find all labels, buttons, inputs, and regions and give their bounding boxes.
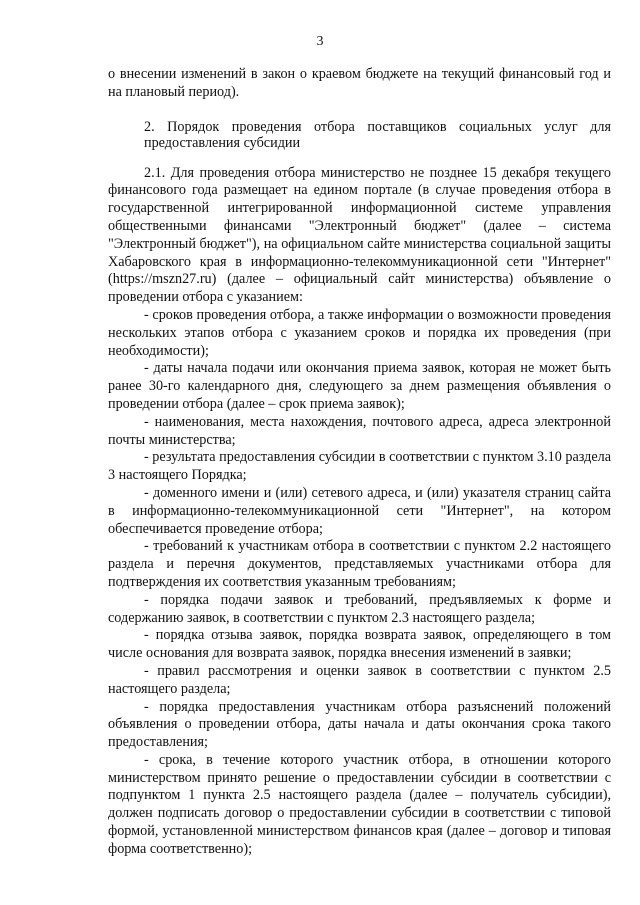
document-body [108,66,611,859]
list-item-ministry-address: - наименования, места нахождения, почтового адреса, адреса электронной почты министерства; [108,413,611,448]
section-heading: 2. Порядок проведения отбора поставщиков социальных услуг для предоставления субсидии [144,118,611,151]
list-item-agreement-deadline: - срока, в течение которого участник отбора, в отношении которого министерством принято решение о предоставлении субсидии в соответствии с подпунктом 1 пункта 2.5 настоящего раздела (далее – получатель субсидии), должен подписать договор о предоставлении субсидии в соответствии с типовой формой, установленной министерством финансов края (далее – договор и типовая форма соответственно); [108,751,611,857]
paragraph-budget-law: о внесении изменений в закон о краевом бюджете на текущий финансовый год и на плановый период). [108,66,611,100]
list-item-application-procedure: - порядка подачи заявок и требований, предъявляемых к форме и содержанию заявок, в соответствии с пунктом 2.3 настоящего раздела; [108,591,611,626]
list-item-clarifications: - порядка предоставления участникам отбора разъяснений положений объявления о проведении отбора, даты начала и даты окончания срока такого предоставления; [108,698,611,751]
list-item-deadlines: - сроков проведения отбора, а также информации о возможности проведения нескольких этапов отбора с указанием сроков и порядка их проведения (при необходимости); [108,306,611,359]
list-item-application-dates: - даты начала подачи или окончания приема заявок, которая не может быть ранее 30-го календарного дня, следующего за днем размещения объявления о проведении отбора (далее – срок приема заявок); [108,360,611,412]
list-item-evaluation-rules: - правил рассмотрения и оценки заявок в соответствии с пунктом 2.5 настоящего раздела; [108,662,611,697]
page-number: 3 [316,34,324,49]
list-item-participant-requirements: - требований к участникам отбора в соответствии с пунктом 2.2 настоящего раздела и перечня документов, представляемых участниками отбора для подтверждения их соответствия указанным требованиям; [108,538,611,590]
list-item-domain-name: - доменного имени и (или) сетевого адреса, и (или) указателя страниц сайта в информационно-телекоммуникационной сети "Интернет", на котором обеспечивается проведение отбора; [108,484,611,537]
list-item-subsidy-result: - результата предоставления субсидии в соответствии с пунктом 3.10 раздела 3 настоящего Порядка; [108,449,611,484]
paragraph-2-1: 2.1. Для проведения отбора министерство не позднее 15 декабря текущего финансового года размещает на едином портале (в случае проведения отбора в государственной интегрированной информационной системе управления общественными финансами "Электронный бюджет" (далее – система "Электронный бюджет"), на официальном сайте министерства социальной защиты Хабаровского края в информационно-телекоммуникационной сети "Интернет" (https://mszn27.ru) (далее – официальный сайт министерства) объявление о проведении отбора с указанием: [108,164,611,306]
list-item-application-withdrawal: - порядка отзыва заявок, порядка возврата заявок, определяющего в том числе основания для возврата заявок, порядка внесения изменений в заявки; [108,627,611,662]
